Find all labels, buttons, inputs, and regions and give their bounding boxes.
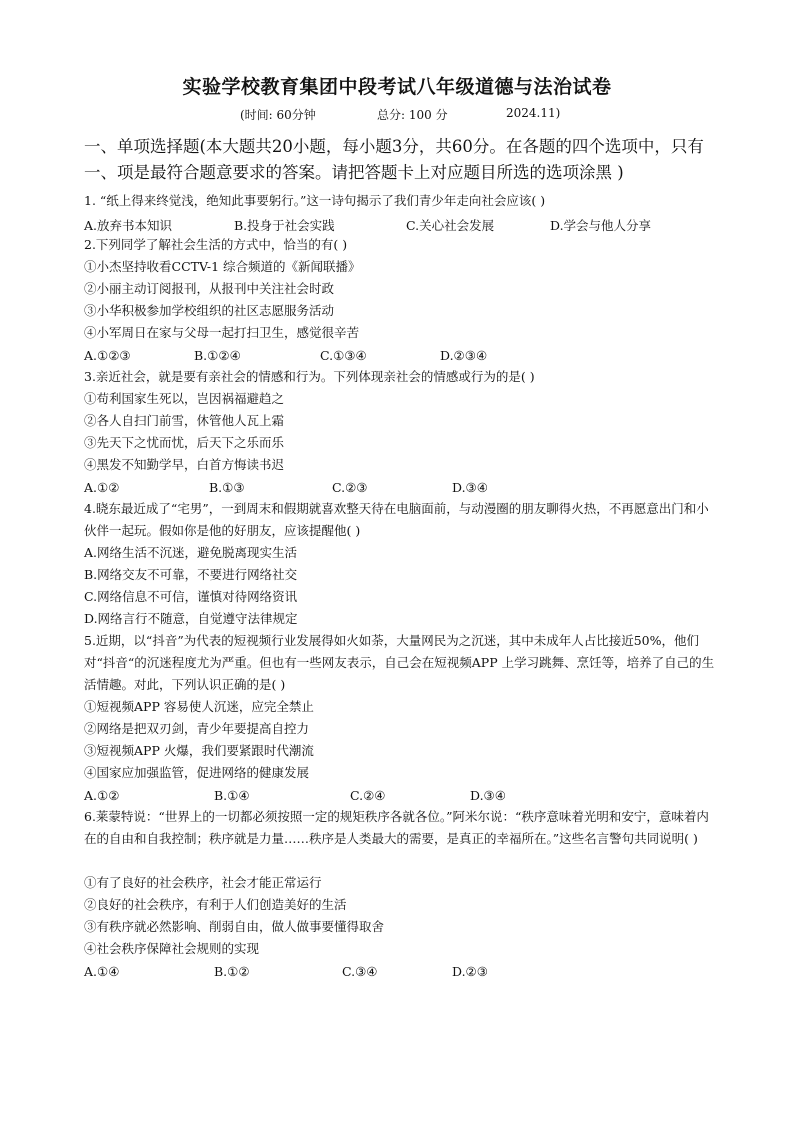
question-6-item-3: ③有秩序就必然影响、削弱自由，做人做事要懂得取舍 xyxy=(84,919,385,934)
question-5-item-3: ③短视频APP 火爆，我们要紧跟时代潮流 xyxy=(84,743,314,758)
question-2-item-2: ②小丽主动订阅报刊，从报刊中关注社会时政 xyxy=(84,281,335,296)
question-5-option-a: A.①② xyxy=(84,788,120,803)
question-2-option-a: A.①②③ xyxy=(84,348,131,363)
question-3-item-3: ③先天下之忧而忧，后天下之乐而乐 xyxy=(84,435,285,450)
question-6-option-a: A.①④ xyxy=(84,964,120,979)
question-4-option-d: D.网络言行不随意，自觉遵守法律规定 xyxy=(84,611,298,626)
question-5-item-1: ①短视频APP 容易使人沉迷，应完全禁止 xyxy=(84,699,314,714)
question-3-option-d: D.③④ xyxy=(452,480,488,495)
question-6-option-c: C.③④ xyxy=(342,964,378,979)
question-5-stem: 5.近期，以“抖音”为代表的短视频行业发展得如火如荼，大量网民为之沉迷，其中未成年人占比接近50%，他们对“抖音“的沉迷程度尤为严重。但也有一些网友表示，自己会在短视频APP 上学习跳舞、烹饪等，培养了自己的生活情趣。对此，下列认识正确的是( ) xyxy=(84,633,715,692)
question-4-option-b: B.网络交友不可靠，不要进行网络社交 xyxy=(84,567,298,582)
question-6-option-d: D.②③ xyxy=(452,964,488,979)
question-1-stem: 1. “纸上得来终觉浅，绝知此事要躬行。”这一诗句揭示了我们青少年走向社会应该( ) xyxy=(84,193,546,208)
question-5-option-d: D.③④ xyxy=(470,788,506,803)
question-3-option-c: C.②③ xyxy=(332,480,368,495)
question-5-item-4: ④国家应加强监管，促进网络的健康发展 xyxy=(84,765,310,780)
question-5-option-c: C.②④ xyxy=(350,788,386,803)
exam-score: 总分: 100 分 xyxy=(377,108,448,122)
question-1-option-a: A.放弃书本知识 xyxy=(84,218,173,233)
question-4-stem: 4.晓东最近成了“宅男”，一到周末和假期就喜欢整天待在电脑面前，与动漫圈的朋友聊得火热，不再愿意出门和小伙伴一起玩。假如你是他的好朋友，应该提醒他( ) xyxy=(84,501,709,538)
question-1-option-c: C.关心社会发展 xyxy=(406,218,495,233)
question-6-item-1: ①有了良好的社会秩序，社会才能正常运行 xyxy=(84,875,322,890)
question-4-option-a: A.网络生活不沉迷，避免脱离现实生活 xyxy=(84,545,298,560)
exam-date: 2024.11) xyxy=(506,106,561,120)
question-1-option-d: D.学会与他人分享 xyxy=(550,218,652,233)
question-5-item-2: ②网络是把双刃剑，青少年要提高自控力 xyxy=(84,721,310,736)
question-3-item-2: ②各人自扫门前雪，休管他人瓦上霜 xyxy=(84,413,285,428)
question-6-stem: 6.莱蒙特说：“世界上的一切都必须按照一定的规矩秩序各就各位。”阿米尔说：“秩序意味着光明和安宁，意味着内在的自由和自我控制；秩序就是力量……秩序是人类最大的需要，是真正的幸福所在。”这些名言警句共同说明( ) xyxy=(84,809,709,846)
question-6-item-4: ④社会秩序保障社会规则的实现 xyxy=(84,941,260,956)
question-2-item-4: ④小军周日在家与父母一起打扫卫生，感觉很辛苦 xyxy=(84,325,360,340)
question-4-option-c: C.网络信息不可信，谨慎对待网络资讯 xyxy=(84,589,298,604)
question-3-option-b: B.①③ xyxy=(209,480,245,495)
question-2-option-d: D.②③④ xyxy=(440,348,488,363)
question-2-item-3: ③小华积极参加学校组织的社区志愿服务活动 xyxy=(84,303,335,318)
question-2-option-c: C.①③④ xyxy=(320,348,367,363)
section-instructions: 一、单项选择题(本大题共20小题，每小题3分，共60分。在各题的四个选项中，只有一、项是最符合题意要求的答案。请把答题卡上对应题目所选的选项涂黑 ) xyxy=(84,137,704,182)
question-3-item-1: ①苟利国家生死以，岂因祸福避趋之 xyxy=(84,391,285,406)
question-3-stem: 3.亲近社会，就是要有亲社会的情感和行为。下列体现亲社会的情感或行为的是( ) xyxy=(84,369,535,384)
exam-time: (时间: 60分钟 xyxy=(240,108,316,122)
exam-title: 实验学校教育集团中段考试八年级道德与法治试卷 xyxy=(182,76,612,98)
question-3-option-a: A.①② xyxy=(84,480,120,495)
question-6-item-2: ②良好的社会秩序，有利于人们创造美好的生活 xyxy=(84,897,347,912)
question-6-option-b: B.①② xyxy=(214,964,250,979)
question-2-item-1: ①小杰坚持收看CCTV-1 综合频道的《新闻联播》 xyxy=(84,259,361,274)
question-5-option-b: B.①④ xyxy=(214,788,250,803)
question-1-option-b: B.投身于社会实践 xyxy=(234,218,335,233)
question-3-item-4: ④黑发不知勤学早，白首方悔读书迟 xyxy=(84,457,285,472)
question-2-stem: 2.下列同学了解社会生活的方式中，恰当的有( ) xyxy=(84,237,348,252)
question-2-option-b: B.①②④ xyxy=(194,348,241,363)
